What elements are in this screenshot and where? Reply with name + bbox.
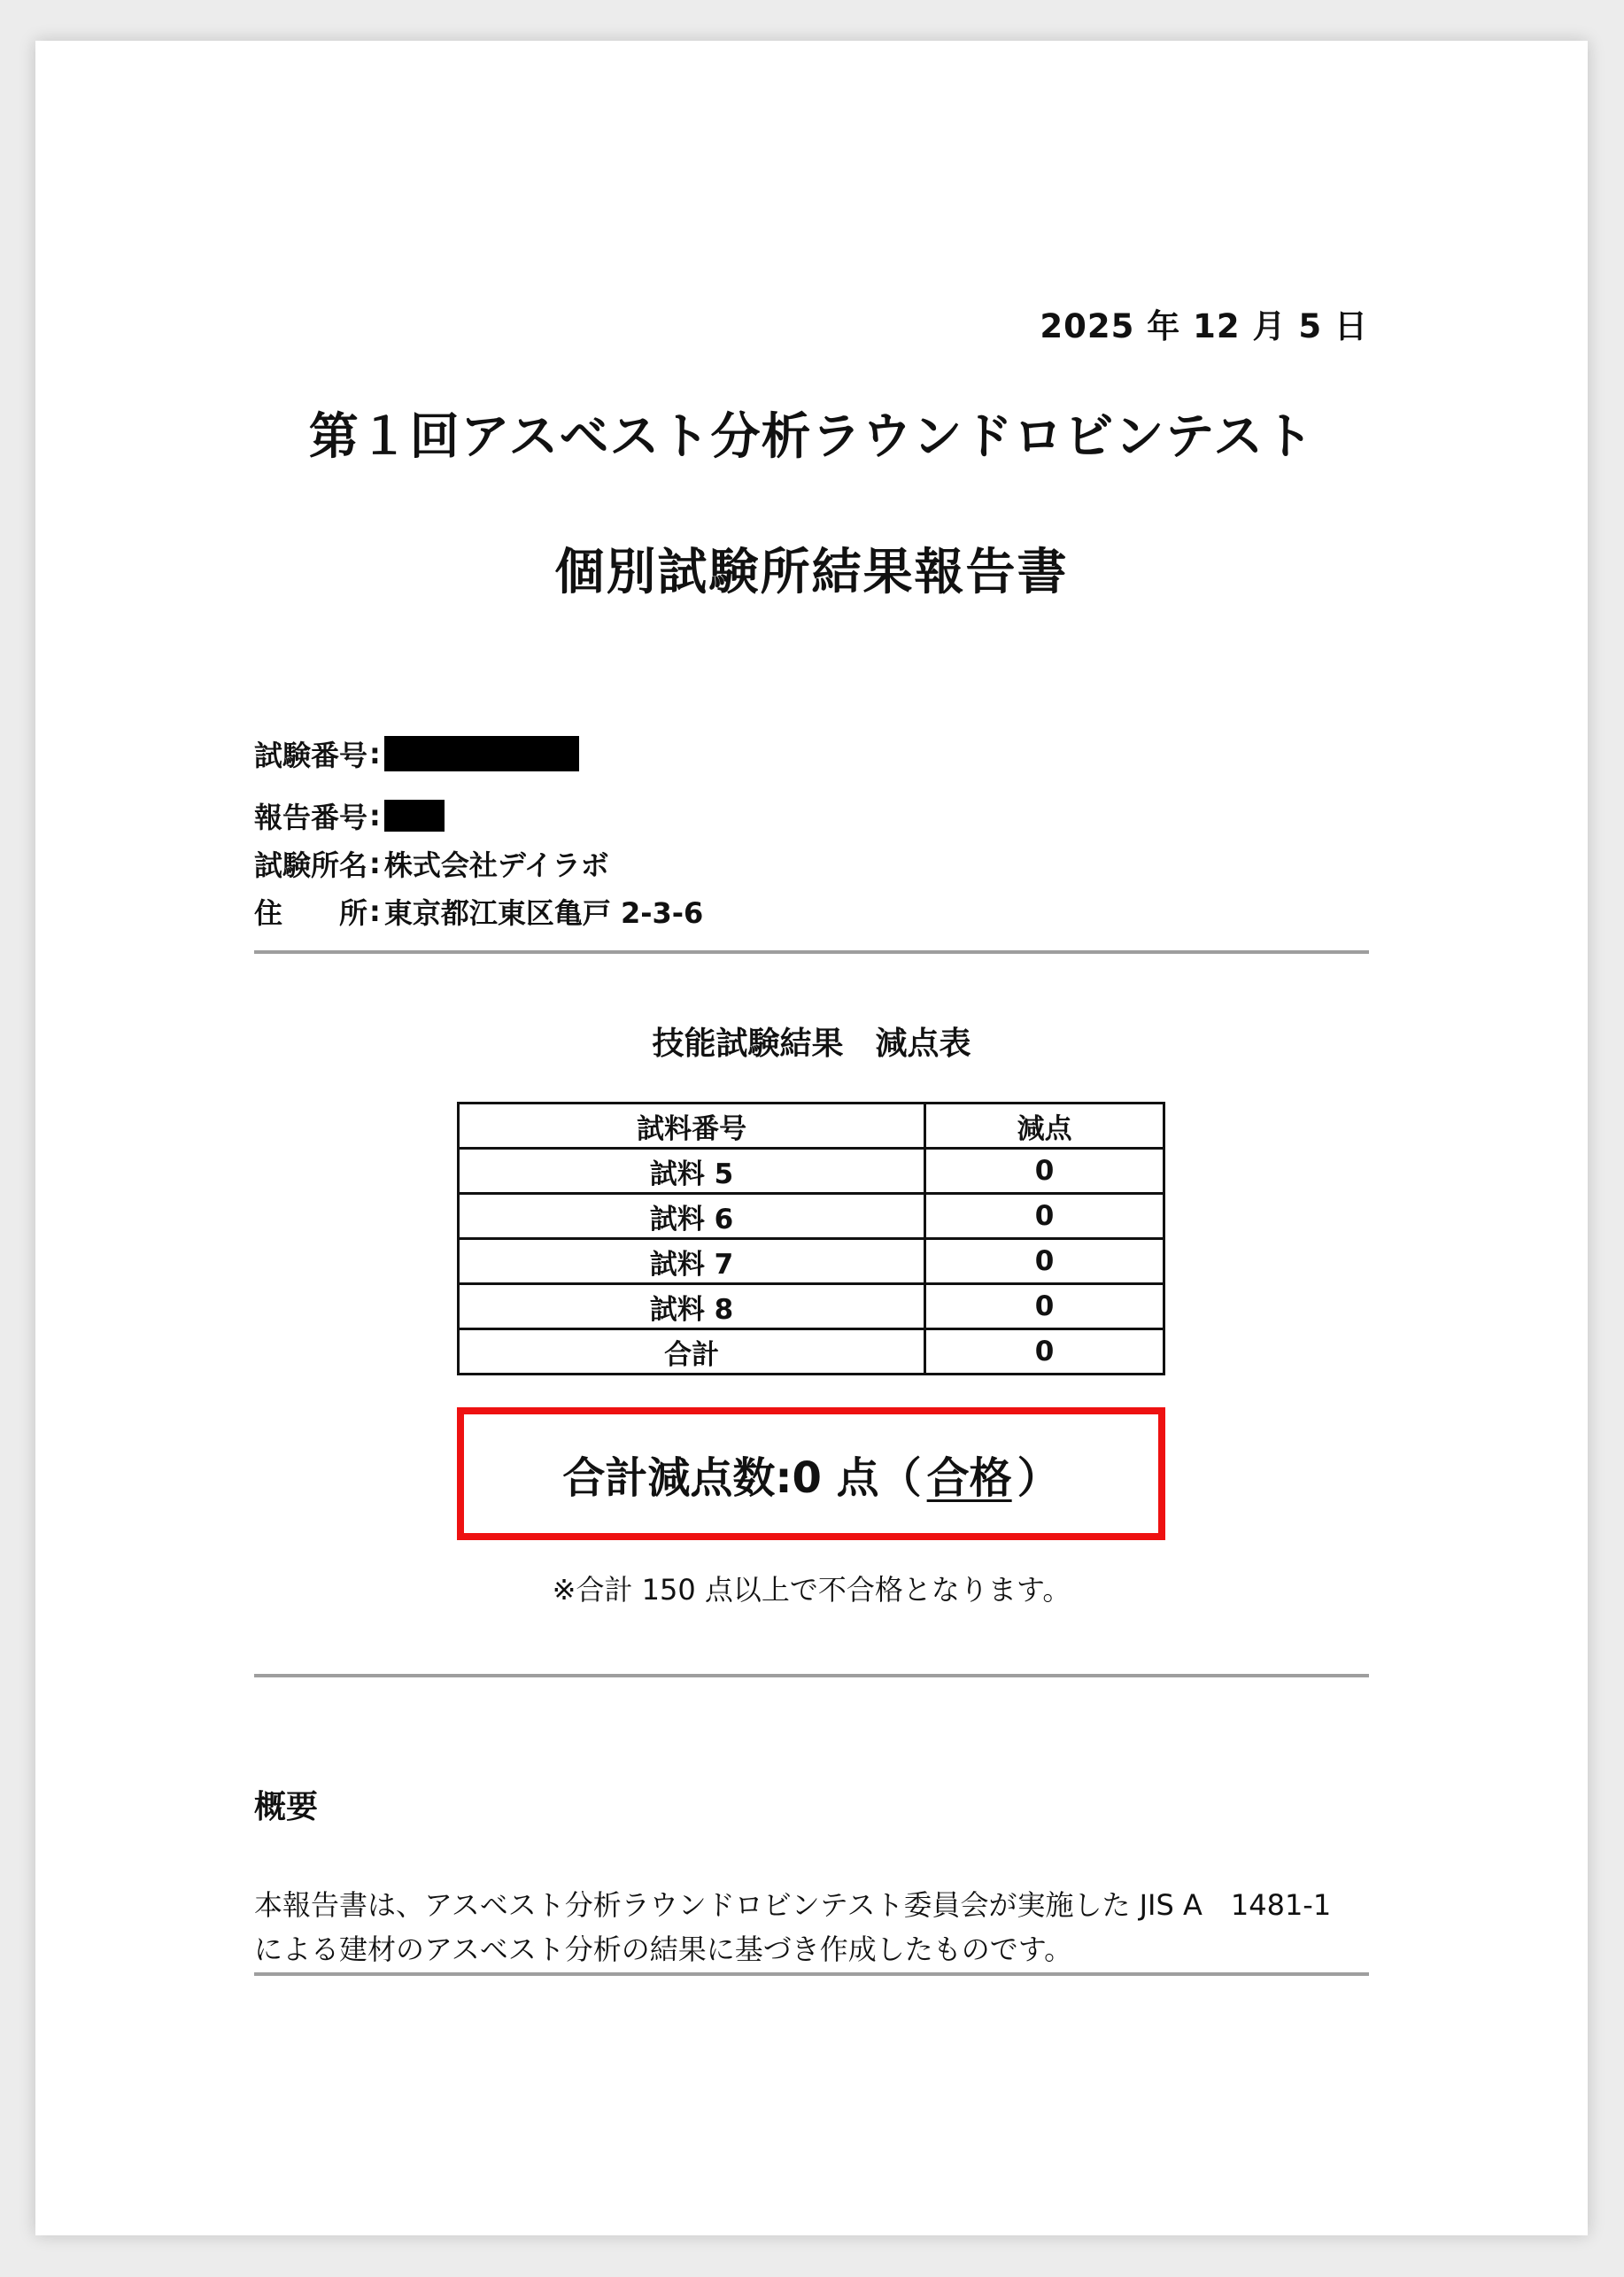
deduction-cell: 0 xyxy=(925,1239,1164,1284)
total-deduction-highlight xyxy=(457,1407,1165,1540)
deduction-cell: 0 xyxy=(925,1284,1164,1329)
test-number-label: 試験番号 xyxy=(254,739,368,772)
table-row xyxy=(459,1284,1164,1329)
sample-name-cell: 試料 8 xyxy=(459,1284,925,1329)
report-page xyxy=(35,41,1588,2235)
colon: : xyxy=(369,737,381,771)
table-total-row xyxy=(459,1329,1164,1375)
sample-name-cell: 試料 5 xyxy=(459,1149,925,1194)
lab-name-value: 株式会社デイラボ xyxy=(383,848,609,882)
total-deduction-suffix: ） xyxy=(1017,1452,1060,1503)
divider-bottom xyxy=(254,1972,1369,1976)
report-date: 2025 年 12 月 5 日 xyxy=(1040,307,1368,345)
total-deduction-text: 合計減点数:0 点（ xyxy=(562,1452,922,1503)
report-number-row xyxy=(254,795,445,836)
pass-fail-result: 合格 xyxy=(926,1452,1012,1503)
divider-top xyxy=(254,950,1369,954)
summary-line-1: 本報告書は、アスベスト分析ラウンドロビンテスト委員会が実施した JIS A 1481-1 xyxy=(254,1888,1332,1922)
summary-text xyxy=(254,1883,1372,1971)
report-title-line1: 第１回アスベスト分析ラウンドロビンテスト xyxy=(308,408,1315,466)
summary-heading: 概要 xyxy=(254,1789,319,1825)
report-number-label: 報告番号 xyxy=(254,801,368,834)
lab-name-label: 試験所名 xyxy=(254,848,368,882)
divider-middle xyxy=(254,1674,1369,1677)
table-row xyxy=(459,1149,1164,1194)
deduction-table xyxy=(457,1102,1165,1375)
table-row xyxy=(459,1194,1164,1239)
colon: : xyxy=(369,799,381,833)
deduction-cell: 0 xyxy=(925,1149,1164,1194)
test-number-row xyxy=(254,733,579,774)
report-title-line2: 個別試験所結果報告書 xyxy=(554,544,1069,601)
colon: : xyxy=(369,895,381,928)
column-header-deduction: 減点 xyxy=(925,1104,1164,1149)
column-header-sample: 試料番号 xyxy=(459,1104,925,1149)
total-value-cell: 0 xyxy=(925,1329,1164,1375)
fail-threshold-note: ※合計 150 点以上で不合格となります。 xyxy=(552,1573,1071,1607)
sample-name-cell: 試料 6 xyxy=(459,1194,925,1239)
deduction-cell: 0 xyxy=(925,1194,1164,1239)
table-row xyxy=(459,1239,1164,1284)
redacted-test-number xyxy=(384,736,579,771)
address-label: 住 所 xyxy=(254,896,368,930)
address-row xyxy=(254,891,703,932)
lab-name-row xyxy=(254,843,609,884)
sample-name-cell: 試料 7 xyxy=(459,1239,925,1284)
table-header-row xyxy=(459,1104,1164,1149)
colon: : xyxy=(369,847,381,880)
address-value: 東京都江東区亀戸 2-3-6 xyxy=(383,896,704,930)
summary-line-2: による建材のアスベスト分析の結果に基づき作成したものです。 xyxy=(254,1932,1073,1966)
results-table-title: 技能試験結果 減点表 xyxy=(652,1026,971,1062)
redacted-report-number xyxy=(384,800,445,832)
total-label-cell: 合計 xyxy=(459,1329,925,1375)
